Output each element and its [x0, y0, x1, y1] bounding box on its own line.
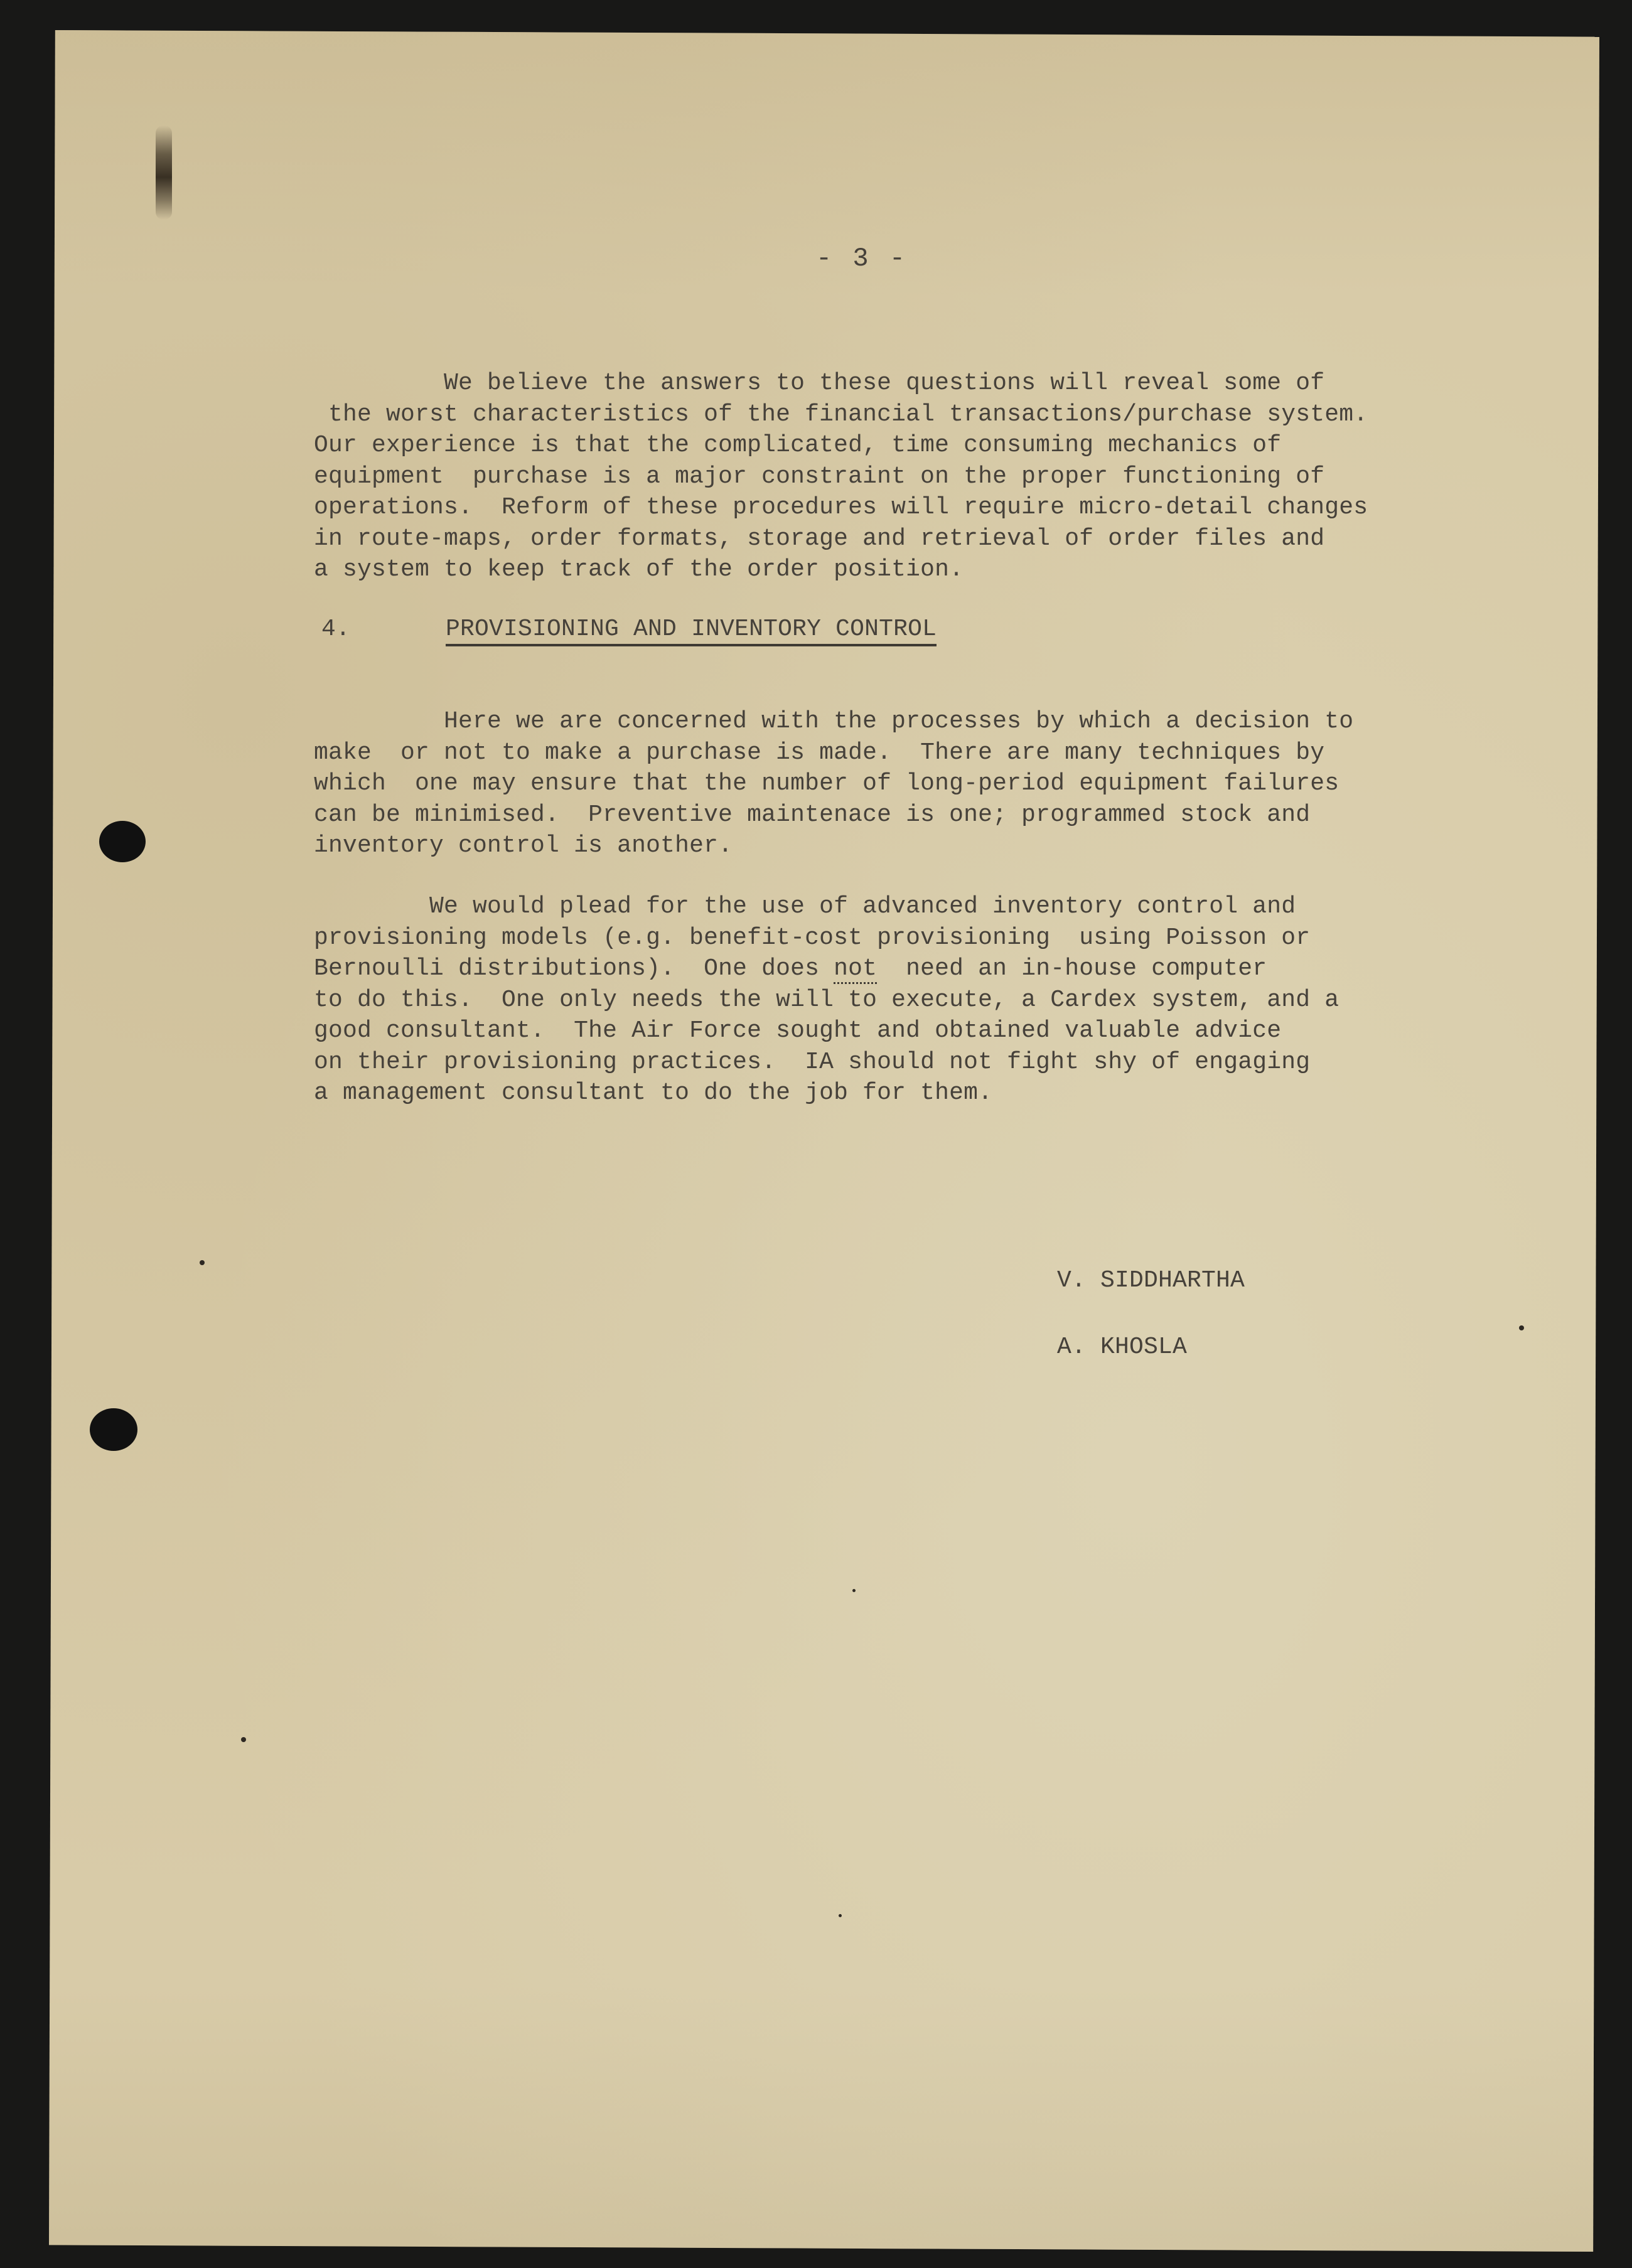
- paper-speck: [1519, 1325, 1524, 1330]
- text-line: make or not to make a purchase is made. There are many techniques by: [314, 739, 1325, 766]
- text-line: We believe the answers to these questions will reveal some of: [314, 370, 1325, 397]
- section-number: 4.: [321, 616, 351, 643]
- text-line: Our experience is that the complicated, time consuming mechanics of: [314, 432, 1282, 459]
- text-line: the worst characteristics of the financial transactions/purchase system.: [314, 400, 1368, 428]
- paragraph-provisioning-processes: [314, 706, 1353, 862]
- page-number: - 3 -: [816, 243, 908, 274]
- text-line: equipment purchase is a major constraint on the proper functioning of: [314, 463, 1325, 490]
- text-line: inventory control is another.: [314, 832, 733, 859]
- text-fragment: Bernoulli distributions). One does: [314, 955, 834, 982]
- text-line: which one may ensure that the number of long-period equipment failures: [314, 770, 1339, 797]
- text-line: [314, 953, 1339, 985]
- underlined-emphasis: not: [834, 955, 877, 984]
- signatory-khosla: A. KHOSLA: [1057, 1334, 1188, 1361]
- punch-hole-upper: [99, 821, 146, 862]
- text-line: on their provisioning practices. IA should not fight shy of engaging: [314, 1048, 1311, 1076]
- text-line: provisioning models (e.g. benefit-cost provisioning using Poisson or: [314, 924, 1311, 951]
- text-line: a management consultant to do the job for them.: [314, 1079, 993, 1106]
- signatory-siddhartha: V. SIDDHARTHA: [1057, 1267, 1245, 1294]
- paper-speck: [852, 1589, 856, 1592]
- text-line: in route-maps, order formats, storage and retrieval of order files and: [314, 525, 1325, 552]
- text-line: to do this. One only needs the will to execute, a Cardex system, and a: [314, 986, 1339, 1014]
- paragraph-purchase-system: [314, 368, 1368, 586]
- text-fragment: need an in-house computer: [877, 955, 1267, 982]
- text-line: operations. Reform of these procedures will require micro-detail changes: [314, 494, 1368, 521]
- text-line: Here we are concerned with the processes by which a decision to: [314, 708, 1354, 735]
- section-heading: [446, 614, 937, 645]
- text-line: good consultant. The Air Force sought and obtained valuable advice: [314, 1017, 1282, 1044]
- paper-speck: [200, 1260, 205, 1265]
- paragraph-inventory-models: [314, 891, 1339, 1109]
- text-line: can be minimised. Preventive maintenace is one; programmed stock and: [314, 801, 1311, 828]
- staple-tear-mark: [156, 126, 172, 220]
- text-line: a system to keep track of the order position.: [314, 556, 964, 583]
- section-title: PROVISIONING AND INVENTORY CONTROL: [446, 616, 937, 646]
- paper-sheet: [49, 30, 1599, 2252]
- paper-speck: [839, 1914, 842, 1917]
- punch-hole-lower: [90, 1408, 137, 1451]
- text-line: We would plead for the use of advanced inventory control and: [314, 893, 1296, 920]
- paper-speck: [241, 1737, 246, 1742]
